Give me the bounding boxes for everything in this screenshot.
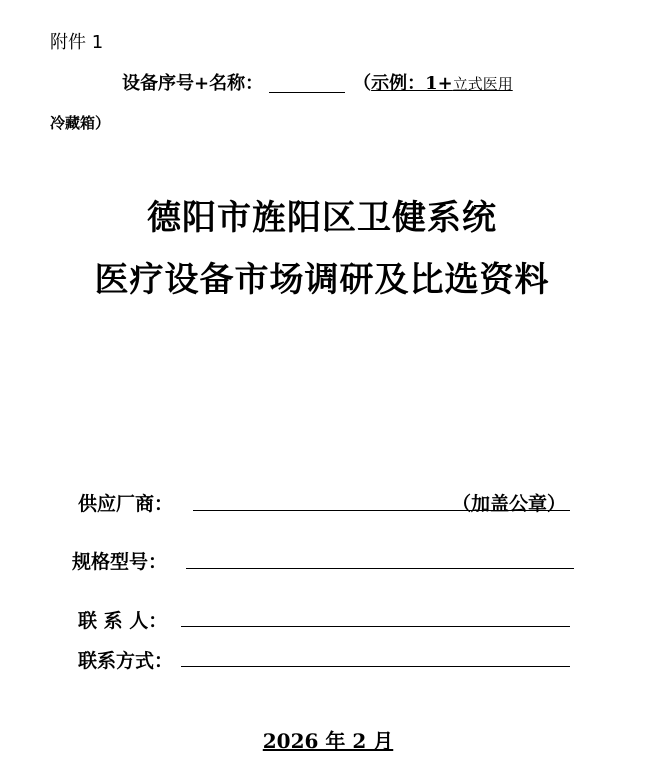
contact-label: 联 系 人：: [78, 610, 168, 632]
device-name-line: [122, 69, 513, 95]
example-wrap-text: 冷藏箱）: [50, 114, 111, 132]
contact-line: [181, 626, 570, 627]
document-date: [0, 725, 656, 754]
example-open-paren: （: [353, 73, 372, 94]
phone-label: 联系方式：: [78, 650, 174, 672]
model-line: [186, 568, 574, 569]
seal-note: （加盖公章）: [452, 493, 567, 515]
phone-line: [181, 666, 570, 667]
supplier-label: 供应厂商：: [78, 493, 174, 515]
document-title-line1: 德阳市旌阳区卫健系统: [147, 198, 497, 238]
document-title-line2: 医疗设备市场调研及比选资料: [94, 260, 550, 300]
date-text: 2026 年 2 月: [262, 729, 394, 753]
example-device: 立式医用: [452, 75, 513, 93]
attachment-label: 附件 1: [50, 32, 104, 53]
model-label: 规格型号：: [72, 551, 168, 573]
example-text: [371, 69, 513, 95]
device-label: 设备序号+名称：: [122, 73, 264, 94]
device-name-blank: [269, 74, 345, 93]
example-prefix: 示例：1+: [371, 73, 453, 94]
